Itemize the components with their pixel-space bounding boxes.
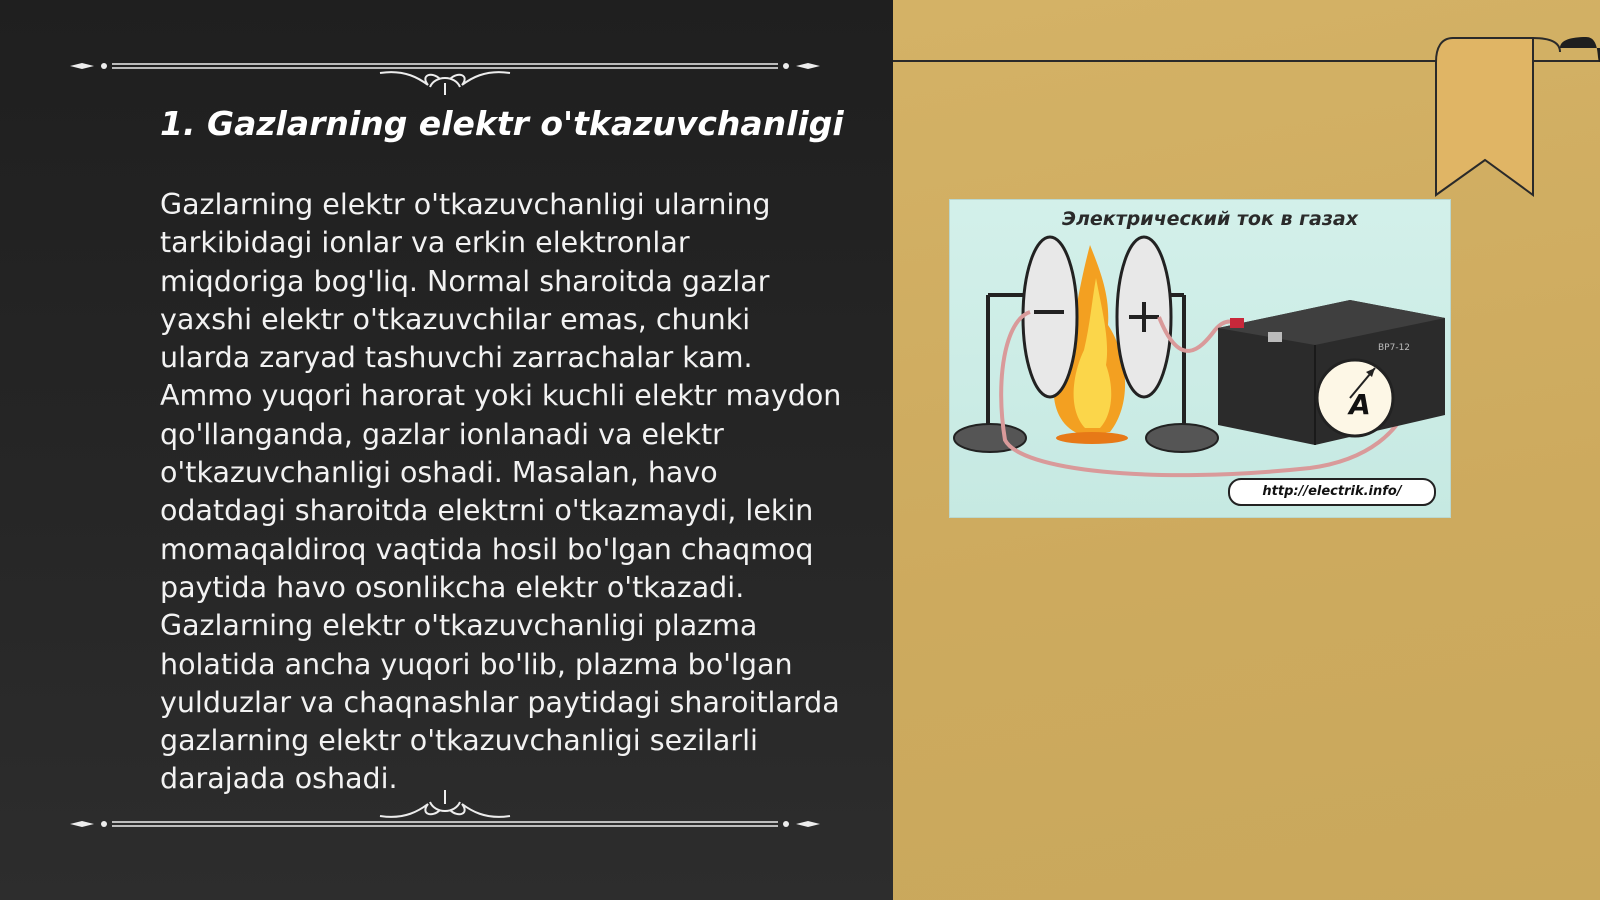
ammeter-label: A [1349,388,1371,421]
battery-label: BP7-12 [1378,343,1411,353]
slide-title: 1. Gazlarning elektr o'tkazuvchanligi [160,104,844,143]
bottom-ornament-divider [60,790,830,840]
figure-url-badge: http://electrik.info/ [1228,478,1436,506]
figure-illustration [950,200,1450,517]
gas-current-figure [950,200,1450,517]
slide-body-text: Gazlarning elektr o'tkazuvchanligi ularning tarkibidagi ionlar va erkin elektronlar miqdoriga bog'liq. Normal sharoitda gazlar yaxshi elektr o'tkazuvchilar emas, chunki ularda zaryad tashuvchi zarrachalar kam. Ammo yuqori harorat yoki kuchli elektr maydon qo'llanganda, gazlar ionlanadi va elektr o'tkazuvchanligi oshadi. Masalan, havo odatdagi sharoitda elektrni o'tkazmaydi, lekin momaqaldiroq vaqtida hosil bo'lgan chaqmoq paytida havo osonlikcha elektr o'tkazadi. Gazlarning elektr o'tkazuvchanligi plazma holatida ancha yuqori bo'lib, plazma bo'lgan yulduzlar va chaqnashlar paytidagi sharoitlarda gazlarning elektr o'tkazuvchanligi sezilarli darajada oshadi. [160,188,842,796]
figure-title: Электрический ток в газах [1062,208,1358,230]
ribbon-bookmark [893,0,1600,200]
top-ornament-divider [60,45,830,95]
